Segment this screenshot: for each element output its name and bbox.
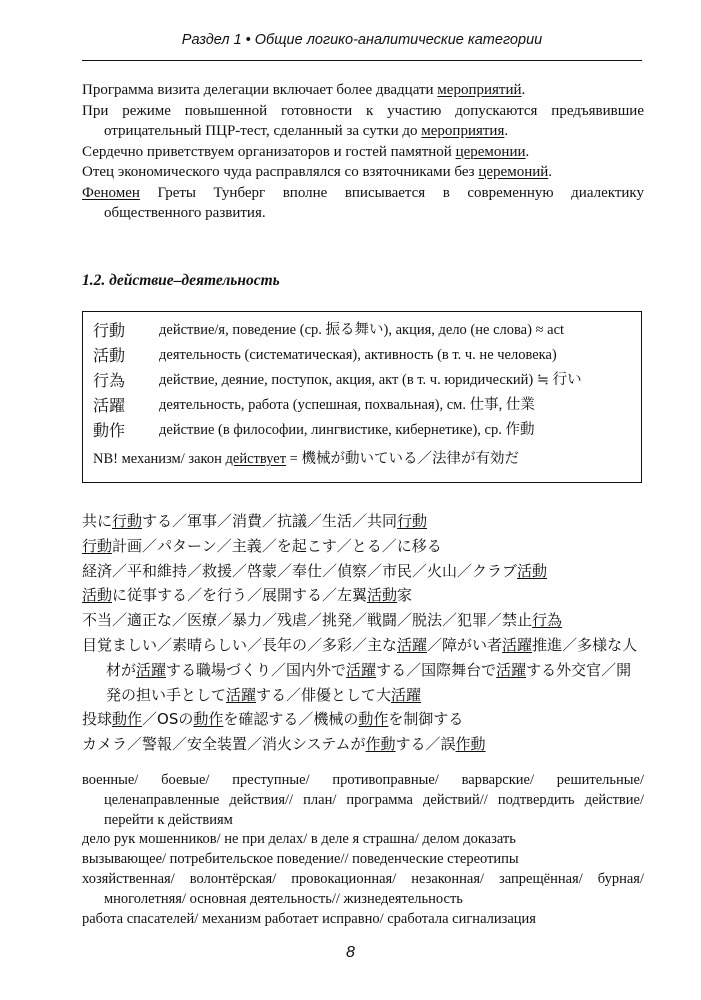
- japanese-text: する／誤: [395, 735, 456, 754]
- japanese-line: [82, 534, 644, 559]
- japanese-line: [82, 732, 644, 757]
- underlined-term: мероприятия: [421, 123, 505, 139]
- underlined-term: 活躍: [136, 660, 167, 679]
- underlined-term: 行動: [112, 512, 143, 530]
- japanese-text: する／軍事／消費／抗議／生活／共同: [142, 512, 398, 530]
- vocab-row: [93, 318, 631, 343]
- underlined-term: 動作: [358, 710, 389, 729]
- vocabulary-box: [82, 311, 642, 483]
- russian-line: работа спасателей/ механизм работает исправно/ сработала сигнализация: [82, 910, 536, 927]
- japanese-text: する外交官／開発の担い手として: [106, 660, 632, 704]
- japanese-line: [82, 583, 644, 608]
- page-number: 8: [346, 944, 355, 961]
- japanese-line: [82, 608, 644, 633]
- russian-line: вызывающее/ потребительское поведение// поведенческие стереотипы: [82, 851, 519, 868]
- underlined-term: церемонии: [455, 143, 526, 160]
- underlined-term: действует: [225, 451, 287, 467]
- japanese-text: 推進／多様な人材が: [106, 635, 638, 679]
- intro-sentence-3: Сердечно приветствуем организаторов и гостей памятной церемонии.: [82, 143, 530, 160]
- underlined-term: 活動: [82, 586, 113, 605]
- underlined-term: 作動: [365, 735, 396, 754]
- japanese-text: ／障がい者: [427, 635, 503, 654]
- vocab-definition: действие/я, поведение (ср. 振る舞い), акция, дело (не слова) ≈ act: [159, 322, 565, 338]
- vocab-definition: действие (в философии, лингвистике, кибернетике), ср. 作動: [159, 422, 535, 438]
- vocab-definition: деятельность (систематическая), активность (в т. ч. не человека): [159, 347, 557, 363]
- underlined-term: 作動: [455, 735, 486, 754]
- intro-sentence-5: Феномен Греты Тунберг вполне вписывается в современную диалектику общественного развития.: [82, 184, 644, 221]
- intro-sentence-4: Отец экономического чуда расправлялся со взяточниками без церемоний.: [82, 164, 553, 180]
- section-title: 1.2. действие–деятельность: [82, 272, 280, 289]
- underlined-term: 動作: [112, 710, 143, 729]
- underlined-term: 活躍: [397, 635, 428, 654]
- underlined-term: 活動: [517, 561, 548, 580]
- russian-collocations: [82, 771, 644, 929]
- underlined-term: 活躍: [346, 660, 377, 679]
- japanese-text: 経済／平和維持／救援／啓蒙／奉仕／偵察／市民／火山／クラブ: [82, 561, 518, 580]
- japanese-text: する／俳優として大: [256, 685, 392, 704]
- vocab-definition: деятельность, работа (успешная, похвальная), см. 仕事, 仕業: [159, 397, 535, 413]
- japanese-text: カメラ／警報／安全装置／消火システムが: [82, 735, 366, 754]
- underlined-term: 行動: [82, 536, 113, 555]
- vocab-row: [93, 343, 631, 368]
- vocab-row: [93, 393, 631, 418]
- japanese-line: [82, 707, 644, 732]
- underlined-term: церемоний: [478, 164, 549, 180]
- intro-sentences: [82, 80, 644, 224]
- underlined-term: 活動: [367, 586, 398, 605]
- underlined-term: 動作: [193, 710, 224, 729]
- japanese-text: する職場づくり／国内外で: [166, 660, 347, 679]
- vocab-kanji: 動作: [93, 421, 126, 440]
- underlined-term: 活躍: [226, 685, 257, 704]
- vocab-row: [93, 418, 631, 443]
- underlined-term: 活躍: [502, 635, 533, 654]
- russian-line: дело рук мошенников/ не при делах/ в деле я страшна/ делом доказать: [82, 831, 516, 848]
- intro-sentence-2: При режиме повышенной готовности к участию допускаются предъявившие отрицательный ПЦР-тест, сделанный за сутки до мероприятия.: [82, 102, 644, 139]
- russian-line: хозяйственная/ волонтёрская/ провокационная/ незаконная/ запрещённая/ бурная/ многолетняя/ основная деятельность// жизнедеятельность: [82, 870, 644, 907]
- japanese-text: 共に: [82, 512, 113, 530]
- japanese-text: を確認する／機械の: [223, 710, 359, 729]
- underlined-term: 行為: [532, 611, 563, 630]
- underlined-term: 行動: [397, 512, 428, 530]
- vocab-kanji: 行動: [93, 321, 126, 340]
- russian-line: военные/ боевые/ преступные/ противоправные/ варварские/ решительные/ целенаправленные действия// план/ программа действий// подтвердить действие/ перейти к действиям: [82, 772, 644, 828]
- vocab-row: [93, 368, 631, 393]
- underlined-term: 活躍: [496, 660, 527, 679]
- vocab-kanji: 活躍: [93, 396, 126, 415]
- nb-note: NB! механизм/ закон действует = 機械が動いている／法律が有効だ: [93, 451, 519, 467]
- japanese-text: 不当／適正な／医療／暴力／残虐／挑発／戦闘／脱法／犯罪／禁止: [82, 611, 533, 630]
- intro-sentence-1: Программа визита делегации включает более двадцати мероприятий.: [82, 82, 526, 98]
- japanese-text: ／OSの: [142, 710, 194, 729]
- underlined-term: мероприятий: [437, 82, 522, 98]
- japanese-text: 計画／パターン／主義／を起こす／とる／に移る: [112, 536, 442, 555]
- running-header: Раздел 1 • Общие логико-аналитические категории: [181, 32, 543, 48]
- vocab-kanji: 行為: [93, 371, 126, 390]
- vocab-kanji: 活動: [93, 346, 126, 365]
- japanese-line: [82, 633, 644, 707]
- japanese-text: に従事する／を行う／展開する／左翼: [112, 586, 368, 605]
- japanese-text: を制御する: [388, 710, 464, 729]
- header-rule: [82, 60, 642, 61]
- japanese-line: [82, 559, 644, 584]
- japanese-collocations: [82, 509, 644, 757]
- underlined-term: Феномен: [82, 184, 140, 201]
- japanese-line: [82, 509, 644, 534]
- underlined-term: 活躍: [391, 685, 422, 704]
- japanese-text: 家: [397, 586, 413, 605]
- vocab-definition: действие, деяние, поступок, акция, акт (в т. ч. юридический) ≒ 行い: [159, 372, 582, 388]
- japanese-text: する／国際舞台で: [376, 660, 497, 679]
- japanese-text: 目覚ましい／素晴らしい／長年の／多彩／主な: [82, 635, 398, 654]
- japanese-text: 投球: [82, 710, 113, 729]
